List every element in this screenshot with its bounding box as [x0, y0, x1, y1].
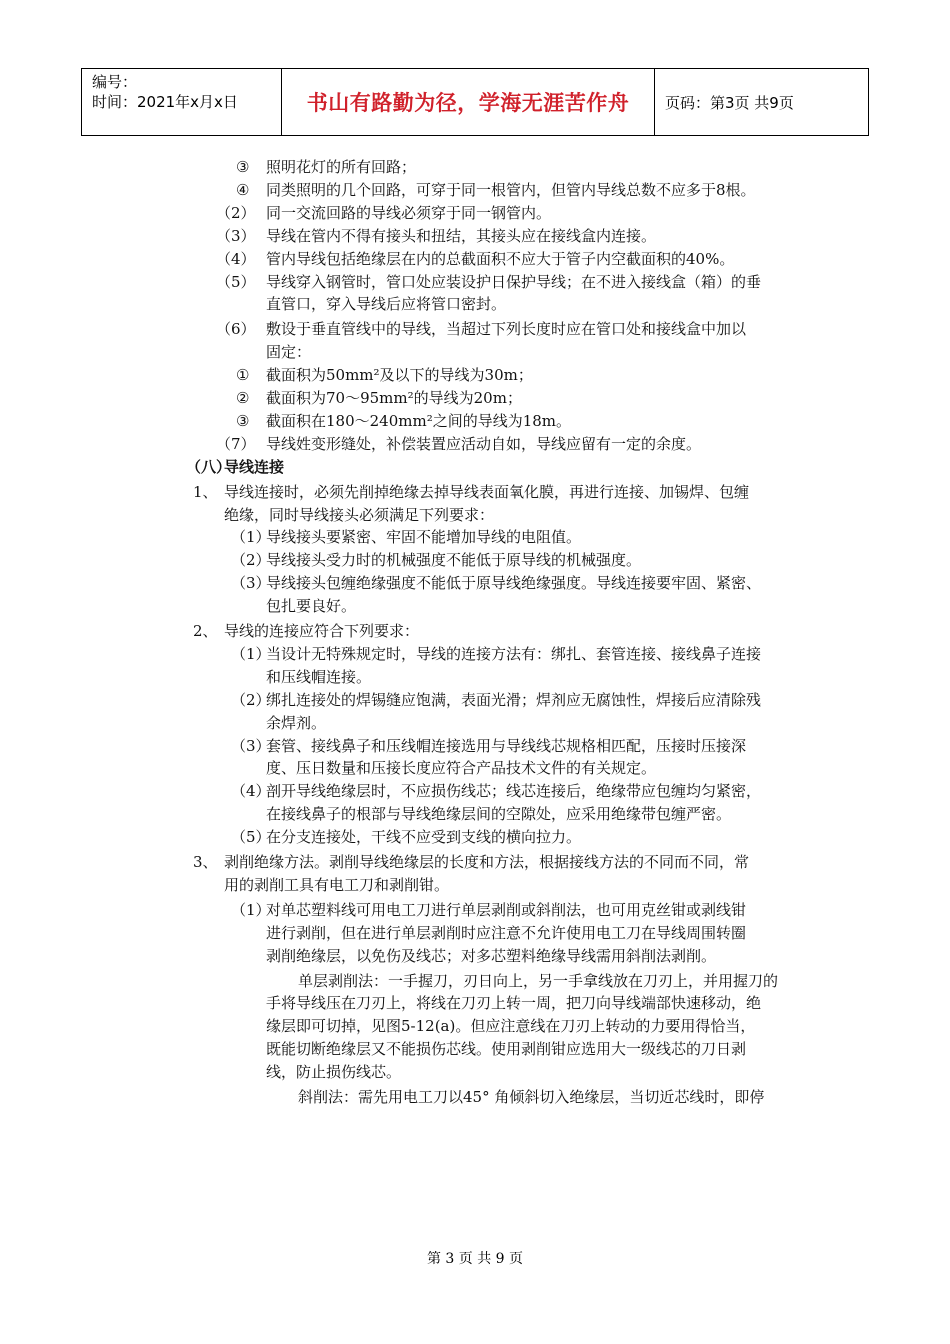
list-marker: 1、 — [193, 482, 218, 501]
line-text: 度、压日数量和压接长度应符合产品技术文件的有关规定。 — [266, 759, 657, 778]
list-marker: ④ — [236, 180, 250, 199]
line-text: 管内导线包括绝缘层在内的总截面积不应大于管子内空截面积的40%。 — [266, 249, 735, 268]
line-text: 缘层即可切掉，见图5-12(a)。但应注意线在刀刃上转动的力要用得恰当， — [266, 1017, 756, 1036]
list-marker: ② — [236, 389, 250, 407]
page-footer: 第 3 页 共 9 页 — [426, 1251, 524, 1267]
line-text: 余焊剂。 — [266, 713, 327, 732]
date-label: 时间：2021年x月x日 — [92, 93, 238, 111]
line-text: 截面积为70～95mm²的导线为20m； — [266, 389, 522, 407]
list-marker: （3） — [231, 736, 271, 755]
line-text: 绑扎连接处的焊锡缝应饱满，表面光滑；焊剂应无腐蚀性，焊接后应清除残 — [266, 690, 762, 709]
line-text: 照明花灯的所有回路； — [266, 158, 417, 176]
line-text: 固定： — [266, 343, 312, 362]
list-marker: （八） — [186, 457, 232, 476]
line-text: 导线接头要紧密、牢固不能增加导线的电阻值。 — [266, 528, 582, 547]
header-motto: 书山有路勤为径，学海无涯苦作舟 — [282, 69, 655, 135]
line-text: 剥削绝缘方法。剥削导线绝缘层的长度和方法，根据接线方法的不同而不同，常 — [224, 853, 750, 871]
page-header — [81, 68, 869, 136]
line-text: 剖开导线绝缘层时，不应损伤线芯；线芯连接后，绝缘带应包缠均匀紧密， — [266, 782, 762, 801]
line-text: 包扎要良好。 — [266, 597, 357, 616]
line-text: 同类照明的几个回路，可穿于同一根管内，但管内导线总数不应多于8根。 — [266, 180, 756, 199]
list-marker: （4） — [231, 782, 271, 801]
list-marker: （1） — [231, 528, 271, 547]
line-text: 导线在管内不得有接头和扭结，其接头应在接线盒内连接。 — [266, 226, 657, 245]
line-text: 截面积在180～240mm²之间的导线为18m。 — [266, 411, 572, 430]
line-text: 进行剥削，但在进行单层剥削时应注意不允许使用电工刀在导线周围转圈 — [266, 923, 747, 942]
line-text: 和压线帽连接。 — [266, 667, 372, 686]
line-text: 导线穿入钢管时，管口处应装设护日保护导线；在不进入接线盒（箱）的垂 — [266, 272, 762, 291]
list-marker: （6） — [216, 320, 256, 339]
line-text: 截面积为50mm²及以下的导线为30m； — [266, 366, 533, 385]
line-text: 导线的连接应符合下列要求： — [224, 622, 420, 640]
header-meta — [82, 69, 282, 135]
list-marker: （2） — [231, 690, 271, 709]
list-marker: 3、 — [193, 853, 218, 871]
line-text: 剥削绝缘层，以免伤及线芯；对多芯塑料绝缘导线需用斜削法剥削。 — [266, 946, 717, 965]
line-text: 敷设于垂直管线中的导线，当超过下列长度时应在管口处和接线盒中加以 — [266, 320, 747, 339]
list-marker: （3） — [231, 574, 271, 593]
line-text: 直管口，穿入导线后应将管口密封。 — [266, 295, 507, 314]
list-marker: （5） — [231, 828, 271, 847]
line-text: 套管、接线鼻子和压线帽连接选用与导线线芯规格相匹配，压接时压接深 — [266, 736, 747, 755]
line-text: 绝缘，同时导线接头必须满足下列要求： — [224, 505, 495, 524]
line-text: 同一交流回路的导线必须穿于同一钢管内。 — [266, 203, 552, 222]
list-marker: ① — [236, 366, 250, 385]
line-text: 单层剥削法：一手握刀，刃日向上，另一手拿线放在刀刃上，并用握刀的 — [298, 971, 779, 990]
line-text: 手将导线压在刀刃上，将线在刀刃上转一周，把刀向导线端部快速移动，绝 — [266, 994, 762, 1013]
line-text: 导线接头受力时的机械强度不能低于原导线的机械强度。 — [266, 551, 642, 570]
list-marker: （2） — [216, 203, 256, 222]
header-page-info: 页码：第3页 共9页 — [665, 93, 794, 112]
line-text: 导线接头包缠绝缘强度不能低于原导线绝缘强度。导线连接要牢固、紧密、 — [266, 574, 762, 593]
list-marker: （1） — [231, 900, 271, 919]
line-text: 既能切断绝缘层又不能损伤芯线。使用剥削钳应选用大一级线芯的刀日剥 — [266, 1040, 747, 1059]
list-marker: ③ — [236, 411, 250, 430]
line-text: 用的剥削工具有电工刀和剥削钳。 — [224, 875, 450, 894]
code-label: 编号： — [92, 73, 138, 91]
line-text: 在接线鼻子的根部与导线绝缘层间的空隙处，应采用绝缘带包缠严密。 — [266, 805, 732, 824]
line-text: 对单芯塑料线可用电工刀进行单层剥削或斜削法，也可用克丝钳或剥线钳 — [266, 900, 747, 919]
list-marker: （3） — [216, 226, 256, 245]
list-marker: ③ — [236, 158, 250, 176]
line-text: 斜削法：需先用电工刀以45° 角倾斜切入绝缘层，当切近芯线时，即停 — [298, 1088, 765, 1106]
list-marker: （1） — [231, 644, 271, 663]
line-text: 导线连接时，必须先削掉绝缘去掉导线表面氧化膜，再进行连接、加锡焊、包缠 — [224, 482, 750, 501]
list-marker: （5） — [216, 272, 256, 291]
list-marker: （7） — [216, 434, 256, 453]
line-text: 当设计无特殊规定时，导线的连接方法有：绑扎、套管连接、接线鼻子连接 — [266, 644, 762, 663]
line-text: 线，防止损伤线芯。 — [266, 1063, 402, 1082]
line-text: 导线姓变形缝处，补偿装置应活动自如，导线应留有一定的余度。 — [266, 434, 702, 453]
line-text: 在分支连接处，干线不应受到支线的横向拉力。 — [266, 828, 582, 847]
list-marker: （2） — [231, 551, 271, 570]
line-text: 导线连接 — [224, 457, 285, 476]
list-marker: （4） — [216, 249, 256, 268]
list-marker: 2、 — [193, 622, 218, 640]
